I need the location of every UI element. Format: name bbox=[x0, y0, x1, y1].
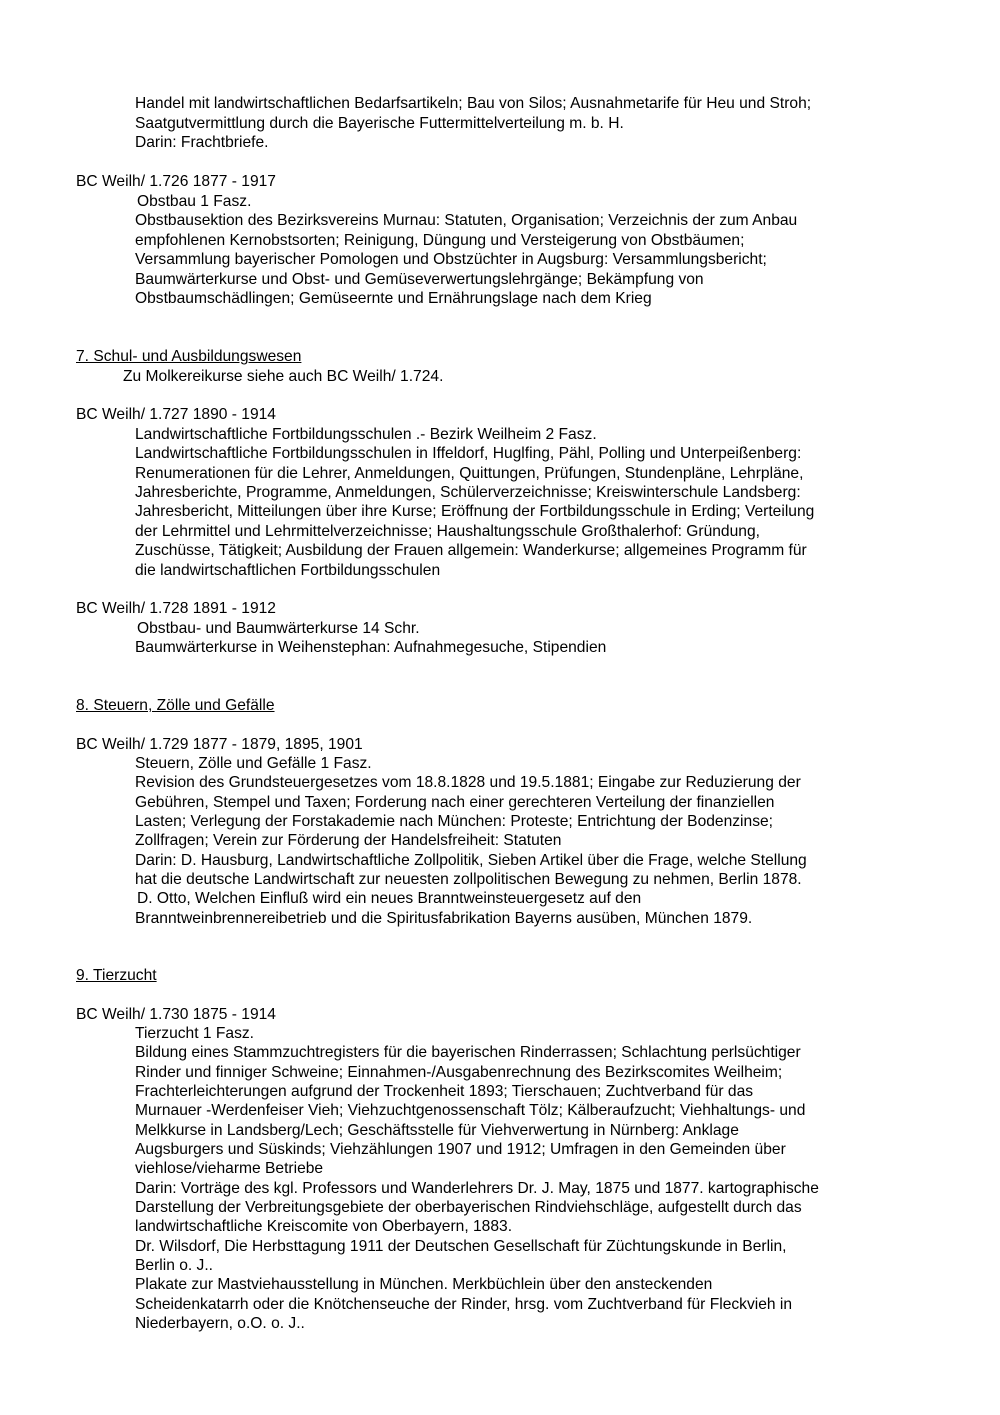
entry-line: Frachterleichterungen aufgrund der Trockenheit 1893; Tierschauen; Zuchtverband für das bbox=[135, 1083, 754, 1100]
entry-title: Obstbau- und Baumwärterkurse 14 Schr. bbox=[137, 620, 420, 637]
entry-line: D. Otto, Welchen Einfluß wird ein neues Branntweinsteuergesetz auf den bbox=[137, 890, 642, 907]
entry-line: Bildung eines Stammzuchtregisters für die bayerischen Rinderrassen; Schlachtung perlsüchtiger bbox=[135, 1044, 801, 1061]
entry-line: Augsburgers und Süskinds; Viehzählungen 1907 und 1912; Umfragen in den Gemeinden über bbox=[135, 1141, 786, 1158]
entry-line: Renumerationen für die Lehrer, Anmeldungen, Quittungen, Prüfungen, Stundenpläne, Lehrpläne, bbox=[135, 465, 804, 482]
entry-line: Jahresbericht, Mitteilungen über ihre Kurse; Eröffnung der Fortbildungsschule in Erding; Verteilung bbox=[135, 503, 815, 520]
section-heading: 9. Tierzucht bbox=[76, 967, 157, 984]
entry-heading: BC Weilh/ 1.729 1877 - 1879, 1895, 1901 bbox=[76, 736, 363, 753]
entry-line: empfohlenen Kernobstsorten; Reinigung, Düngung und Versteigerung von Obstbäumen; bbox=[135, 232, 745, 249]
entry-heading: BC Weilh/ 1.727 1890 - 1914 bbox=[76, 406, 276, 423]
entry-title: Tierzucht 1 Fasz. bbox=[135, 1025, 255, 1042]
entry-line: Murnauer -Werdenfeiser Vieh; Viehzuchtgenossenschaft Tölz; Kälberaufzucht; Viehhaltungs- und bbox=[135, 1102, 806, 1119]
entry-line: Darin: Vorträge des kgl. Professors und Wanderlehrers Dr. J. May, 1875 und 1877. kartographische bbox=[135, 1180, 819, 1197]
section-heading: 7. Schul- und Ausbildungswesen bbox=[76, 348, 302, 365]
entry-heading: BC Weilh/ 1.730 1875 - 1914 bbox=[76, 1006, 276, 1023]
entry-line: landwirtschaftliche Kreiscomite von Oberbayern, 1883. bbox=[135, 1218, 513, 1235]
entry-line: Jahresberichte, Programme, Anmeldungen, Schülerverzeichnisse; Kreiswinterschule Landsberg: bbox=[135, 484, 801, 501]
entry-line: Berlin o. J.. bbox=[135, 1257, 213, 1274]
entry-line: der Lehrmittel und Lehrmittelverzeichnisse; Haushaltungsschule Großthalerhof: Gründung, bbox=[135, 523, 760, 540]
entry-line: Zollfragen; Verein zur Förderung der Handelsfreiheit: Statuten bbox=[135, 832, 562, 849]
entry-title: Landwirtschaftliche Fortbildungsschulen .- Bezirk Weilheim 2 Fasz. bbox=[135, 426, 597, 443]
body-line: Saatgutvermittlung durch die Bayerische Futtermittelverteilung m. b. H. bbox=[135, 115, 624, 132]
section-note: Zu Molkereikurse siehe auch BC Weilh/ 1.724. bbox=[123, 368, 444, 385]
entry-line: die landwirtschaftlichen Fortbildungsschulen bbox=[135, 562, 441, 579]
entry-line: Melkkurse in Landsberg/Lech; Geschäftsstelle für Viehverwertung in Nürnberg: Anklage bbox=[135, 1122, 739, 1139]
entry-heading: BC Weilh/ 1.726 1877 - 1917 bbox=[76, 173, 276, 190]
entry-line: Gebühren, Stempel und Taxen; Forderung nach einer gerechteren Verteilung der finanziellen bbox=[135, 794, 775, 811]
entry-line: Scheidenkatarrh oder die Knötchenseuche der Rinder, hrsg. vom Zuchtverband für Fleckvieh in bbox=[135, 1296, 793, 1313]
entry-line: hat die deutsche Landwirtschaft zur neuesten zollpolitischen Bewegung zu nehmen, Berlin 1878. bbox=[135, 871, 802, 888]
entry-title: Steuern, Zölle und Gefälle 1 Fasz. bbox=[135, 755, 372, 772]
entry-line: Niederbayern, o.O. o. J.. bbox=[135, 1315, 305, 1332]
entry-line: Zuschüsse, Tätigkeit; Ausbildung der Frauen allgemein: Wanderkurse; allgemeines Programm für bbox=[135, 542, 807, 559]
entry-line: Baumwärterkurse und Obst- und Gemüseverwertungslehrgänge; Bekämpfung von bbox=[135, 271, 704, 288]
entry-heading: BC Weilh/ 1.728 1891 - 1912 bbox=[76, 600, 276, 617]
entry-line: Revision des Grundsteuergesetzes vom 18.8.1828 und 19.5.1881; Eingabe zur Reduzierung der bbox=[135, 774, 801, 791]
entry-line: Obstbaumschädlingen; Gemüseernte und Ernährungslage nach dem Krieg bbox=[135, 290, 652, 307]
entry-line: Darstellung der Verbreitungsgebiete der oberbayerischen Rindviehschläge, aufgestellt durch das bbox=[135, 1199, 802, 1216]
entry-line: Versammlung bayerischer Pomologen und Obstzüchter in Augsburg: Versammlungsbericht; bbox=[135, 251, 767, 268]
entry-line: Baumwärterkurse in Weihenstephan: Aufnahmegesuche, Stipendien bbox=[135, 639, 607, 656]
entry-line: viehlose/vieharme Betriebe bbox=[135, 1160, 324, 1177]
section-heading: 8. Steuern, Zölle und Gefälle bbox=[76, 697, 275, 714]
entry-line: Obstbausektion des Bezirksvereins Murnau: Statuten, Organisation; Verzeichnis der zum Anbau bbox=[135, 212, 798, 229]
entry-line: Landwirtschaftliche Fortbildungsschulen in Iffeldorf, Huglfing, Pähl, Polling und Unterpeißenberg: bbox=[135, 445, 802, 462]
body-line: Darin: Frachtbriefe. bbox=[135, 134, 269, 151]
entry-line: Lasten; Verlegung der Forstakademie nach München: Proteste; Entrichtung der Bodenzinse; bbox=[135, 813, 773, 830]
entry-title: Obstbau 1 Fasz. bbox=[137, 193, 252, 210]
entry-line: Darin: D. Hausburg, Landwirtschaftliche Zollpolitik, Sieben Artikel über die Frage, welche Stellung bbox=[135, 852, 807, 869]
entry-line: Branntweinbrennereibetrieb und die Spiritusfabrikation Bayerns ausüben, München 1879. bbox=[135, 910, 753, 927]
entry-line: Dr. Wilsdorf, Die Herbsttagung 1911 der Deutschen Gesellschaft für Züchtungskunde in Berlin, bbox=[135, 1238, 787, 1255]
body-line: Handel mit landwirtschaftlichen Bedarfsartikeln; Bau von Silos; Ausnahmetarife für Heu und Stroh; bbox=[135, 95, 812, 112]
entry-line: Rinder und finniger Schweine; Einnahmen-/Ausgabenrechnung des Bezirkscomites Weilheim; bbox=[135, 1064, 783, 1081]
entry-line: Plakate zur Mastviehausstellung in München. Merkbüchlein über den ansteckenden bbox=[135, 1276, 713, 1293]
